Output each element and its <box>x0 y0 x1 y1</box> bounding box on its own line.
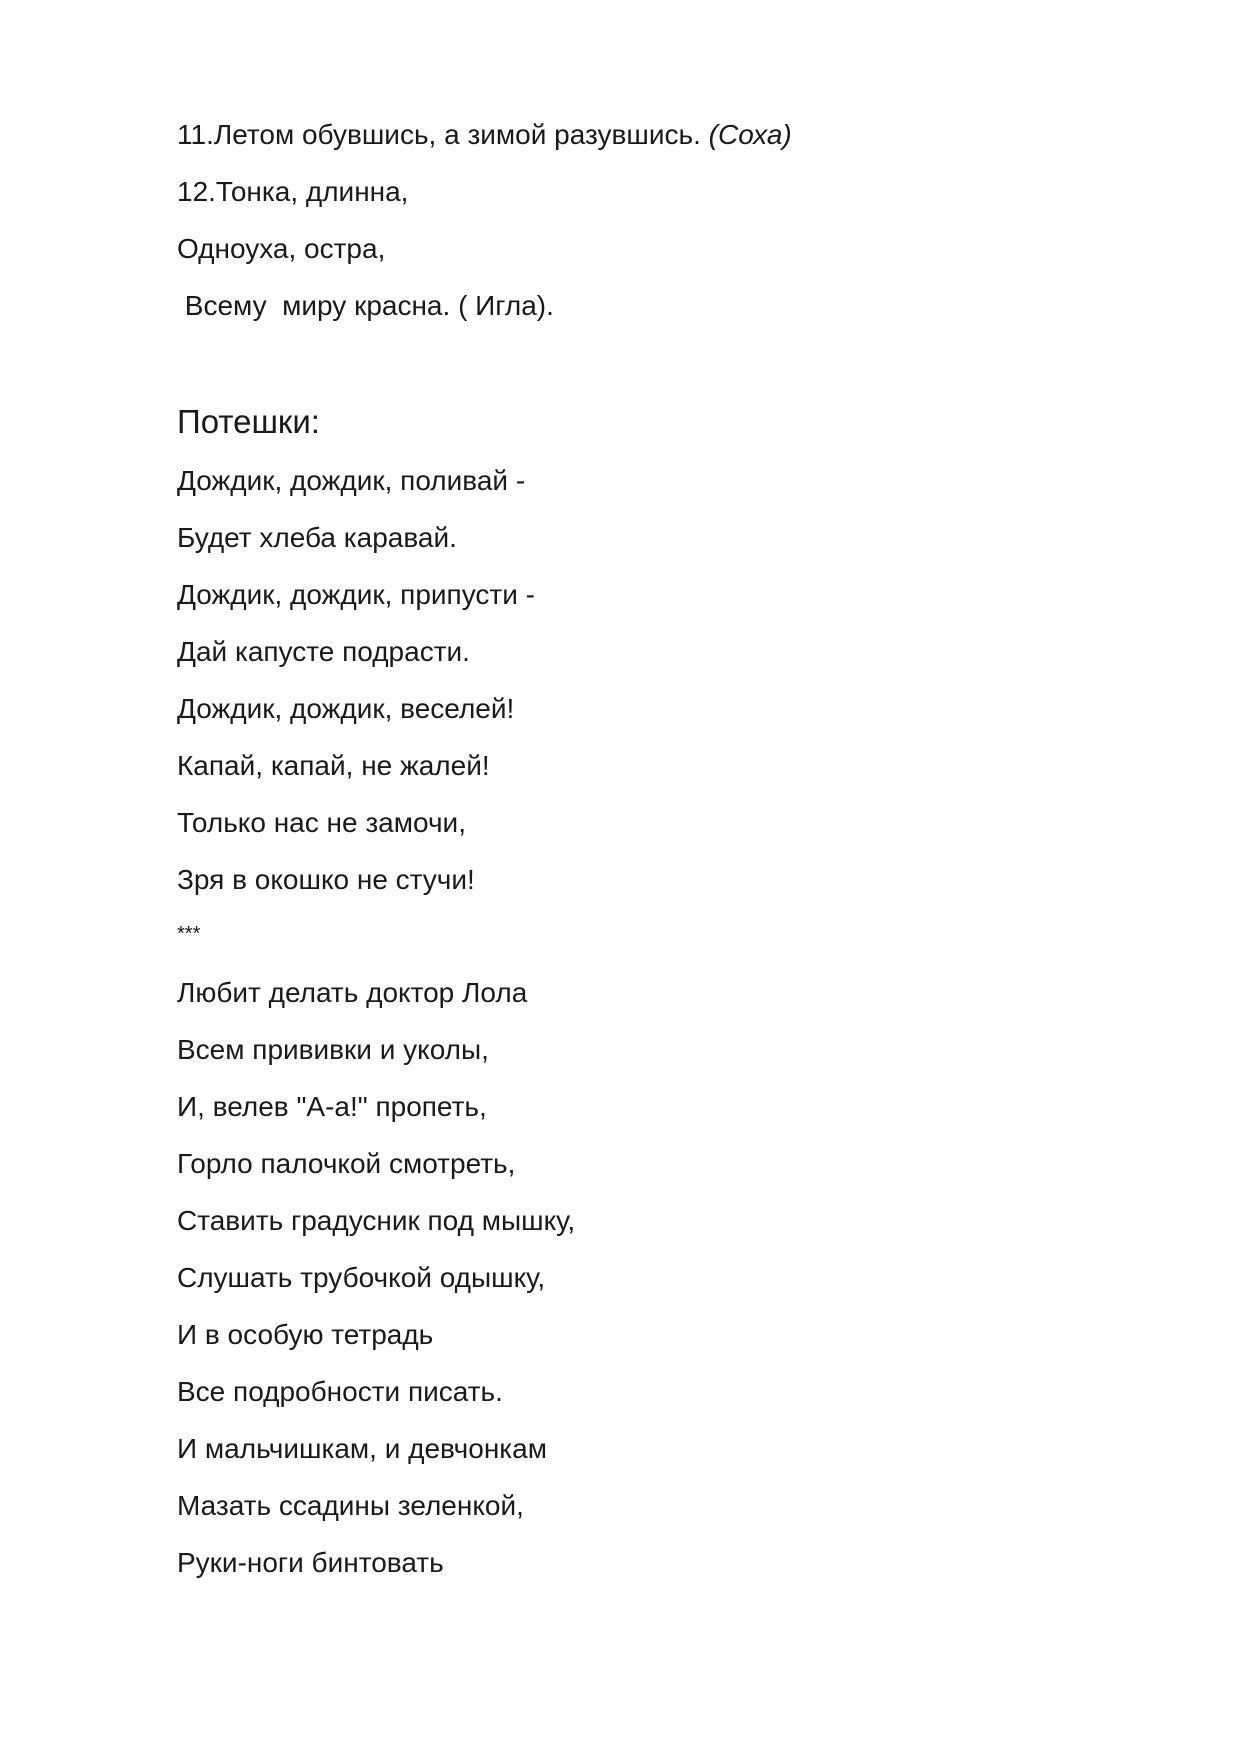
poem2-line: И в особую тетрадь <box>177 1319 434 1350</box>
riddle-11-answer: (Соха) <box>708 119 792 150</box>
separator: *** <box>177 923 201 945</box>
poem2-line: Слушать трубочкой одышку, <box>177 1262 546 1293</box>
riddle-12-line-1: 12.Тонка, длинна, <box>177 176 409 207</box>
poem2-line: Ставить градусник под мышку, <box>177 1205 576 1236</box>
poem2-line: И мальчишкам, и девчонкам <box>177 1433 547 1464</box>
poem2-line: Любит делать доктор Лола <box>177 977 528 1008</box>
poem2-line: И, велев "А-а!" пропеть, <box>177 1091 487 1122</box>
poem2-line: Горло палочкой смотреть, <box>177 1148 516 1179</box>
poem2-line: Мазать ссадины зеленкой, <box>177 1490 524 1521</box>
riddle-12-line-3: Всему миру красна. ( Игла). <box>177 290 554 321</box>
poem1-line: Дождик, дождик, веселей! <box>177 693 515 724</box>
riddle-12-line-2: Одноуха, остра, <box>177 233 386 264</box>
poem1-line: Дождик, дождик, припусти - <box>177 579 535 610</box>
poem1-line: Капай, капай, не жалей! <box>177 750 490 781</box>
poem1-line: Только нас не замочи, <box>177 807 466 838</box>
poem1-line: Будет хлеба каравай. <box>177 522 457 553</box>
riddle-11 <box>177 118 792 152</box>
poem2-line: Всем прививки и уколы, <box>177 1034 489 1065</box>
riddle-11-text: 11.Летом обувшись, а зимой разувшись. <box>177 119 709 150</box>
poem1-line: Дождик, дождик, поливай - <box>177 465 526 496</box>
poem1-line: Дай капусте подрасти. <box>177 636 470 667</box>
section-title: Потешки: <box>177 403 320 440</box>
poem2-line: Руки-ноги бинтовать <box>177 1547 444 1578</box>
poem1-line: Зря в окошко не стучи! <box>177 864 475 895</box>
poem2-line: Все подробности писать. <box>177 1376 503 1407</box>
